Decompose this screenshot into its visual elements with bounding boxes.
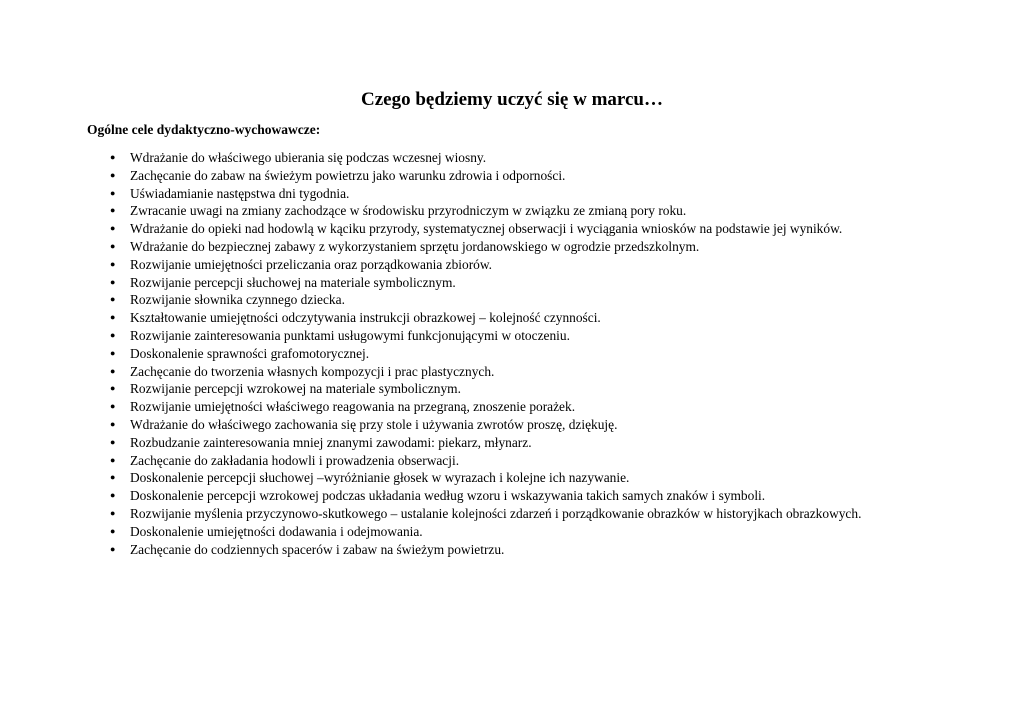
bullet-icon: ● [110,472,116,483]
list-item-text: Zachęcanie do tworzenia własnych kompozycji i prac plastycznych. [130,363,495,379]
bullet-icon: ● [110,490,116,501]
list-item-text: Rozwijanie percepcji słuchowej na materiale symbolicznym. [130,274,456,290]
bullet-icon: ● [110,276,116,287]
bullet-icon: ● [110,294,116,305]
list-item-text: Zwracanie uwagi na zmiany zachodzące w środowisku przyrodniczym w związku ze zmianą pory roku. [130,203,687,219]
bullet-icon: ● [110,187,116,198]
bullet-icon: ● [110,347,116,358]
bullet-icon: ● [110,169,116,180]
bullet-icon: ● [110,507,116,518]
bullet-icon: ● [110,418,116,429]
section-heading: Ogólne cele dydaktyczno-wychowawcze: [87,122,321,137]
list-item-text: Rozwijanie umiejętności właściwego reagowania na przegraną, znoszenie porażek. [130,399,576,415]
list-item-text: Wdrażanie do właściwego zachowania się przy stole i używania zwrotów proszę, dziękuję. [130,416,618,432]
list-item-text: Rozwijanie umiejętności przeliczania oraz porządkowania zbiorów. [130,256,493,272]
list-item-text: Wdrażanie do bezpiecznej zabawy z wykorzystaniem sprzętu jordanowskiego w ogrodzie przedszkolnym. [130,238,700,254]
bullet-icon: ● [110,436,116,447]
list-item-text: Doskonalenie sprawności grafomotorycznej. [130,345,370,361]
bullet-icon: ● [110,258,116,269]
bullet-icon: ● [110,543,116,554]
list-item-text: Rozbudzanie zainteresowania mniej znanymi zawodami: piekarz, młynarz. [130,434,532,450]
list-item-text: Wdrażanie do opieki nad hodowlą w kąciku przyrody, systematycznej obserwacji i wyciągania wniosków na podstawie jej wyników. [130,221,843,237]
bullet-icon: ● [110,223,116,234]
bullet-icon: ● [110,365,116,376]
list-item-text: Kształtowanie umiejętności odczytywania instrukcji obrazkowej – kolejność czynności. [130,310,601,326]
bullet-icon: ● [110,240,116,251]
list-item-text: Uświadamianie następstwa dni tygodnia. [130,185,350,201]
list-item-text: Doskonalenie umiejętności dodawania i odejmowania. [130,523,423,539]
bullet-icon: ● [110,312,116,323]
bullet-icon: ● [110,329,116,340]
list-item-text: Rozwijanie zainteresowania punktami usługowymi funkcjonującymi w otoczeniu. [130,327,570,343]
list-item-text: Rozwijanie słownika czynnego dziecka. [130,292,345,308]
list-item-text: Doskonalenie percepcji słuchowej –wyróżnianie głosek w wyrazach i kolejne ich nazywanie. [130,470,630,486]
bullet-icon: ● [110,401,116,412]
list-item-text: Zachęcanie do codziennych spacerów i zabaw na świeżym powietrzu. [130,541,505,557]
list-item-text: Zachęcanie do zakładania hodowli i prowadzenia obserwacji. [130,452,460,468]
page-title: Czego będziemy uczyć się w marcu… [361,89,663,110]
bullet-icon: ● [110,383,116,394]
list-item-text: Doskonalenie percepcji wzrokowej podczas układania według wzoru i wskazywania takich samych znaków i symboli. [130,488,766,504]
list-item-text: Wdrażanie do właściwego ubierania się podczas wczesnej wiosny. [130,150,487,165]
list-item-text: Rozwijanie myślenia przyczynowo-skutkowego – ustalanie kolejności zdarzeń i porządkowanie obrazków w historyjkach obrazkowych. [130,505,862,521]
bullet-icon: ● [110,525,116,536]
bullet-icon: ● [110,454,116,465]
bullet-icon: ● [110,152,116,162]
list-item-text: Rozwijanie percepcji wzrokowej na materiale symbolicznym. [130,381,461,397]
list-item-text: Zachęcanie do zabaw na świeżym powietrzu jako warunku zdrowia i odporności. [130,167,566,183]
bullet-icon: ● [110,205,116,216]
